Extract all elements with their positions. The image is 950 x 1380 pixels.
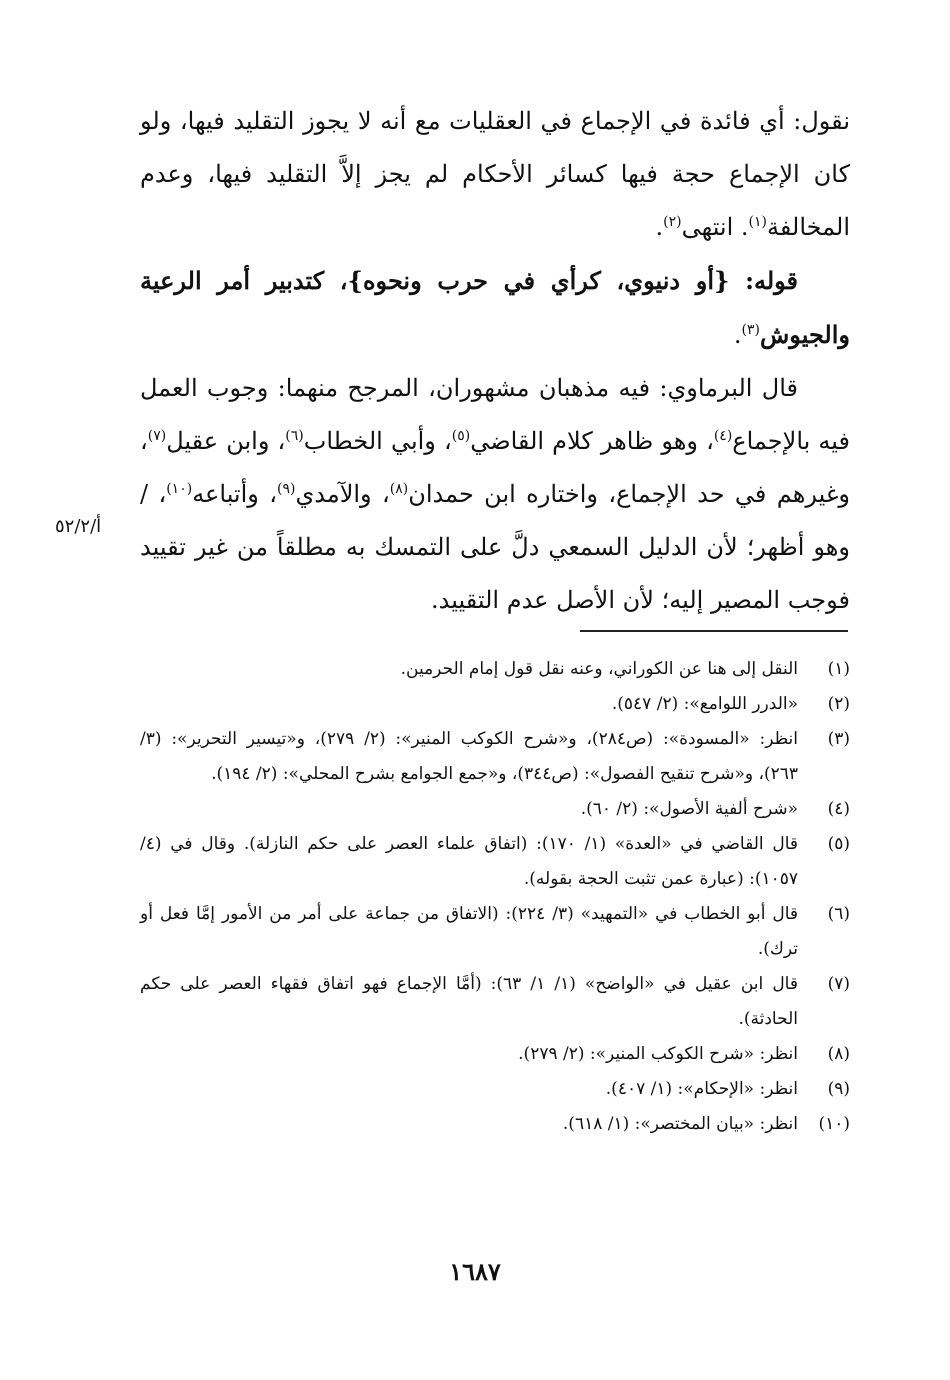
footnote-marker[interactable]: (٦) [285,428,304,444]
paragraph-2-text: . [733,321,742,349]
footnote-marker[interactable]: (١) [748,214,768,230]
main-text [140,95,850,627]
footnote-text: «الدرر اللوامع»: (٢/ ٥٤٧). [611,694,798,714]
margin-reference: أ/٥٢/٢ [55,516,102,537]
footnote-marker[interactable]: (٤) [713,428,733,444]
footnote-text: انظر: «بيان المختصر»: (١/ ٦١٨). [562,1114,798,1134]
footnote [140,897,850,967]
footnote-text: انظر: «الإحكام»: (١/ ٤٠٧). [605,1079,798,1099]
footnote [140,722,850,792]
footnote-marker[interactable]: (٣) [741,322,760,338]
paragraph-3-text: ، وأتباعه [192,480,277,508]
footnote-text: قال القاضي في «العدة» (١/ ١٧٠): (اتفاق علماء العصر على حكم النازلة). وقال في (٤/ ١٠٥٧): (عبارة عمن تثبت الحجة بقوله). [140,834,798,889]
footnote-text: انظر: «المسودة»: (ص٢٨٤)، و«شرح الكوكب المنير»: (٢/ ٢٧٩)، و«تيسير التحرير»: (٣/ ٢٦٣)، و«شرح تنقيح الفصول»: (ص٣٤٤)، و«جمع الجوامع بشرح المحلي»: (٢/ ١٩٤). [140,729,799,784]
footnote-number: (١) [827,659,850,679]
paragraph-1 [140,95,850,254]
footnote-marker[interactable]: (٩) [276,481,296,497]
paragraph-3 [140,362,850,627]
footnote-number: (٧) [827,974,850,994]
footnote-marker[interactable]: (١٠) [166,481,193,497]
page-number: ١٦٨٧ [449,1257,501,1286]
footnote-number: (٦) [827,904,850,924]
footnote-number: (١٠) [818,1114,850,1134]
footnote [140,687,850,722]
footnote-marker[interactable]: (٢) [663,214,682,230]
paragraph-1-text: . انتهى [681,213,749,241]
footnote-marker[interactable]: (٧) [147,428,167,444]
paragraph-1-text: نقول: أي فائدة في الإجماع في العقليات مع أنه لا يجوز التقليد فيها، ولو كان الإجماع حجة فيها كسائر الأحكام لم يجز إلاَّ التقليد فيها، وعدم المخالفة [140,107,850,241]
footnote-number: (٥) [827,834,850,854]
paragraph-2-text: قوله: {أو دنيوي، كرأي في حرب ونحوه}، كتدبير أمر الرعية والجيوش [140,266,850,349]
paragraph-3-text: ، وغيرهم في حد الإجماع، واختاره ابن حمدان [140,427,851,508]
footnote-number: (٨) [827,1044,850,1064]
footnote [140,1072,850,1107]
paragraph-1-text: . [655,213,664,241]
footnote-text: قال ابن عقيل في «الواضح» (١/ ١/ ٦٣): (أمَّا الإجماع فهو اتفاق فقهاء العصر على حكم الحادثة). [140,974,798,1029]
footnote-number: (٣) [827,729,850,749]
footnote [140,792,850,827]
footnote-number: (٤) [827,799,850,819]
paragraph-3-text: ، وابن عقيل [166,427,286,455]
footnote [140,652,850,687]
footnote-marker[interactable]: (٥) [451,428,471,444]
footnote [140,967,850,1037]
paragraph-3-text: ، / وهو أظهر؛ لأن الدليل السمعي دلَّ على التمسك به مطلقاً من غير تقييد فوجب المصير إليه؛ لأن الأصل عدم التقييد. [140,480,850,614]
footnote [140,1037,850,1072]
footnote-number: (٢) [827,694,850,714]
footnotes [140,652,850,1142]
footnote-text: قال أبو الخطاب في «التمهيد» (٣/ ٢٢٤): (الاتفاق من جماعة على أمر من الأمور إمَّا فعل أو ترك). [140,904,799,959]
footnote-text: النقل إلى هنا عن الكوراني، وعنه نقل قول إمام الحرمين. [400,659,798,679]
footnote-number: (٩) [827,1079,850,1099]
paragraph-3-text: ، وهو ظاهر كلام القاضي [470,427,714,455]
footnote [140,827,850,897]
paragraph-3-text: ، والآمدي [295,480,390,508]
footnote-marker[interactable]: (٨) [389,481,409,497]
paragraph-2 [140,254,850,362]
footnote-text: انظر: «شرح الكوكب المنير»: (٢/ ٢٧٩). [518,1044,798,1064]
paragraph-3-text: ، وأبي الخطاب [303,427,452,455]
footnote-divider [580,630,848,632]
paragraph-3-text: قال البرماوي: فيه مذهبان مشهوران، المرجح منهما: وجوب العمل فيه بالإجماع [140,374,851,455]
footnote [140,1107,850,1142]
footnote-text: «شرح ألفية الأصول»: (٢/ ٦٠). [580,799,798,819]
